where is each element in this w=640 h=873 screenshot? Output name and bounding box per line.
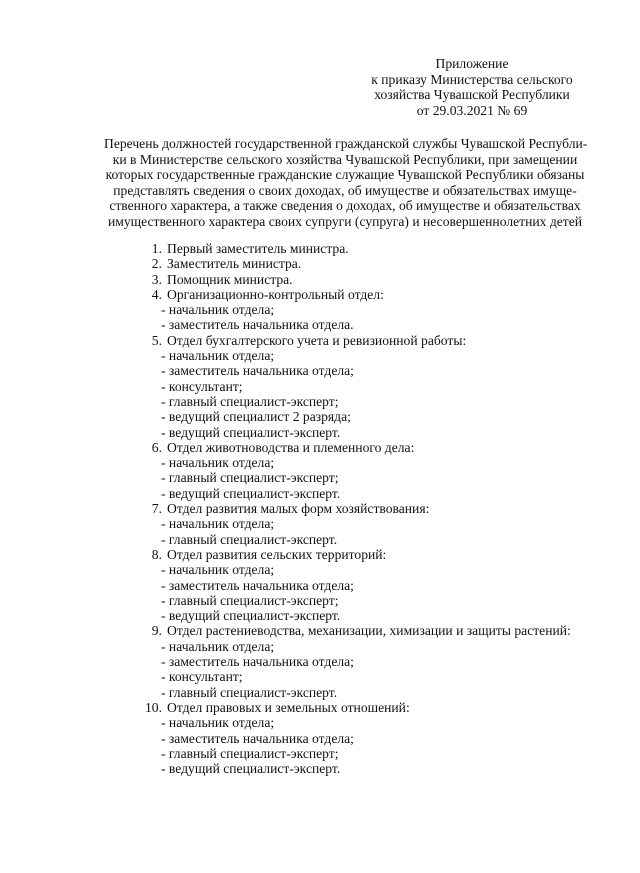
list-item-number: 6. xyxy=(151,439,162,455)
list-subitem: - заместитель начальника отдела; xyxy=(161,654,354,670)
appendix-line: от 29.03.2021 № 69 xyxy=(416,102,528,118)
list-item-label: Отдел бухгалтерского учета и ревизионной работы: xyxy=(167,332,467,348)
list-item-number: 7. xyxy=(151,501,162,517)
list-subitem: - ведущий специалист-эксперт. xyxy=(161,608,341,624)
list-item-number: 2. xyxy=(151,256,162,272)
list-item-label: Отдел развития сельских территорий: xyxy=(167,546,387,562)
list-subitem: - заместитель начальника отдела; xyxy=(161,730,354,746)
list-item-label: Организационно-контрольный отдел: xyxy=(167,286,384,302)
list-subitem: - начальник отдела; xyxy=(161,348,275,364)
appendix-header xyxy=(352,56,592,118)
title-line: ки в Министерстве сельского хозяйства Чувашской Республики, при замещении xyxy=(112,151,578,167)
list-subitem: - ведущий специалист 2 разряда; xyxy=(161,409,351,425)
list-item-number: 8. xyxy=(151,546,162,562)
document-title xyxy=(104,136,586,230)
title-line: имущественного характера своих супруги (супруга) и несовершеннолетних детей xyxy=(107,213,583,229)
list-subitem: - начальник отдела; xyxy=(161,455,275,471)
list-item-title xyxy=(136,241,606,256)
list-item-number: 1. xyxy=(151,241,162,256)
title-line: представлять сведения о своих доходах, об имуществе и обязательствах имуще- xyxy=(113,182,577,198)
list-item-label: Отдел животноводства и племенного дела: xyxy=(167,439,415,455)
list-item-title xyxy=(136,440,606,455)
list-item xyxy=(136,700,606,776)
appendix-line: к приказу Министерства сельского xyxy=(371,71,573,87)
list-subitem: - главный специалист-эксперт; xyxy=(161,592,339,608)
list-subitem: - ведущий специалист-эксперт. xyxy=(161,424,341,440)
list-item xyxy=(136,440,606,501)
list-subitem: - главный специалист-эксперт. xyxy=(161,531,338,547)
list-item xyxy=(136,501,606,547)
list-item-number: 5. xyxy=(151,332,162,348)
list-item-title xyxy=(136,700,606,715)
list-subitem: - главный специалист-эксперт; xyxy=(161,393,339,409)
list-subitem: - главный специалист-эксперт; xyxy=(161,470,339,486)
list-item-title xyxy=(136,256,606,271)
list-item xyxy=(136,256,606,271)
list-item-label: Заместитель министра. xyxy=(167,256,302,272)
title-line: Перечень должностей государственной гражданской службы Чувашской Республи- xyxy=(104,136,588,151)
list-item xyxy=(136,623,606,699)
list-item-title xyxy=(136,333,606,348)
list-subitem: - заместитель начальника отдела. xyxy=(161,317,354,333)
list-item-number: 10. xyxy=(145,699,162,715)
positions-list xyxy=(136,241,606,776)
list-item-number: 3. xyxy=(151,271,162,287)
title-line: ственного характера, а также сведения о доходах, об имуществе и обязательствах xyxy=(109,198,581,214)
appendix-line: хозяйства Чувашской Республики xyxy=(374,87,570,103)
list-item-label: Первый заместитель министра. xyxy=(167,241,349,256)
list-item xyxy=(136,333,606,440)
list-subitem: - заместитель начальника отдела; xyxy=(161,363,354,379)
list-item xyxy=(136,272,606,287)
list-item xyxy=(136,241,606,256)
list-item-label: Помощник министра. xyxy=(167,271,293,287)
list-subitem: - начальник отдела; xyxy=(161,302,275,318)
list-item xyxy=(136,287,606,333)
list-item-number: 4. xyxy=(151,286,162,302)
list-item-label: Отдел правовых и земельных отношений: xyxy=(167,699,410,715)
list-subitem: - заместитель начальника отдела; xyxy=(161,577,354,593)
list-subitem: - начальник отдела; xyxy=(161,562,275,578)
list-item xyxy=(136,547,606,623)
list-item-title xyxy=(136,287,606,302)
list-subitem: - консультант; xyxy=(161,669,243,685)
title-line: которых государственные гражданские служащие Чувашской Республики обязаны xyxy=(105,167,585,183)
list-item-title xyxy=(136,547,606,562)
list-item-number: 9. xyxy=(151,623,162,639)
list-subitem: - начальник отдела; xyxy=(161,516,275,532)
appendix-line: Приложение xyxy=(435,56,509,71)
list-item-title xyxy=(136,623,606,638)
list-subitem: - начальник отдела; xyxy=(161,638,275,654)
list-subitem: - консультант; xyxy=(161,378,243,394)
list-item-label: Отдел растениеводства, механизации, химизации и защиты растений: xyxy=(167,623,571,639)
list-subitem: - начальник отдела; xyxy=(161,715,275,731)
list-subitem: - ведущий специалист-эксперт. xyxy=(161,761,341,777)
list-item-title xyxy=(136,272,606,287)
list-subitem: - ведущий специалист-эксперт. xyxy=(161,485,341,501)
list-item-title xyxy=(136,501,606,516)
list-subitem: - главный специалист-эксперт; xyxy=(161,745,339,761)
list-item-label: Отдел развития малых форм хозяйствования: xyxy=(167,501,430,517)
list-subitem: - главный специалист-эксперт. xyxy=(161,684,338,700)
